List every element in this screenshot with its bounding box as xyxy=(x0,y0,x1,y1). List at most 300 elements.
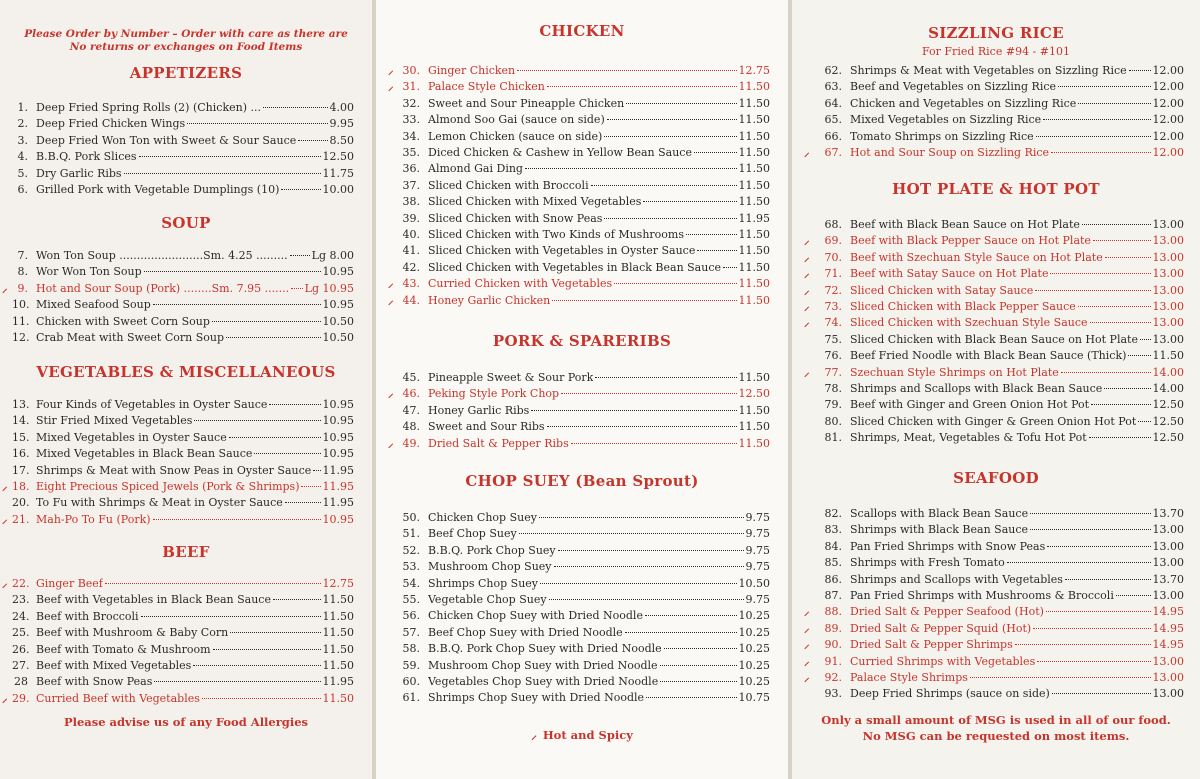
menu-item xyxy=(388,386,770,402)
item-number: 90. xyxy=(824,638,842,652)
item-name: Sliced Chicken with Black Pepper Sauce xyxy=(850,300,1076,314)
leader-dots xyxy=(561,393,736,394)
item-price: 10.25 xyxy=(738,642,770,656)
menu-item xyxy=(12,413,354,429)
chili-pepper-icon: ⸝ xyxy=(804,250,810,264)
item-number: 70. xyxy=(824,250,842,264)
leader-dots xyxy=(290,255,310,256)
leader-dots xyxy=(1078,306,1151,307)
chili-pepper-icon: ⸝ xyxy=(804,638,810,652)
item-name: Pineapple Sweet & Sour Pork xyxy=(428,371,594,384)
leader-dots xyxy=(139,156,321,157)
item-name: Sweet and Sour Pineapple Chicken xyxy=(428,96,625,110)
item-number: 39. xyxy=(402,211,420,225)
item-number: 46. xyxy=(402,387,420,401)
leader-dots xyxy=(519,533,744,534)
item-number: 80. xyxy=(824,414,842,428)
item-price: 11.50 xyxy=(738,420,770,434)
leader-dots xyxy=(549,599,744,600)
item-name: Deep Fried Spring Rolls (2) (Chicken) ... xyxy=(36,101,261,114)
item-number: 81. xyxy=(824,431,842,445)
item-name: B.B.Q. Pork Chop Suey with Dried Noodle xyxy=(428,642,662,656)
leader-dots xyxy=(554,566,744,567)
section-title-sizzling-rice: SIZZLING RICE xyxy=(928,24,1064,42)
item-name: Beef with Szechuan Style Sauce on Hot Plate xyxy=(850,250,1103,264)
item-number: 58. xyxy=(402,642,420,656)
item-number: 40. xyxy=(402,228,420,242)
item-price: 10.25 xyxy=(738,609,770,623)
menu-item xyxy=(398,608,770,624)
leader-dots xyxy=(645,615,737,616)
item-name: Stir Fried Mixed Vegetables xyxy=(36,414,193,428)
item-price: 10.00 xyxy=(322,183,354,197)
chili-pepper-icon: ⸝ xyxy=(531,728,537,742)
item-number: 56. xyxy=(402,609,420,623)
item-price: 11.95 xyxy=(738,211,770,225)
chili-pepper-icon: ⸝ xyxy=(388,64,394,77)
item-price: 12.00 xyxy=(1152,129,1184,143)
menu-item xyxy=(814,572,1184,588)
leader-dots xyxy=(595,377,736,378)
item-number: 22. xyxy=(12,577,30,590)
item-name: Deep Fried Chicken Wings xyxy=(36,117,186,131)
item-number: 82. xyxy=(824,507,842,520)
item-name: Diced Chicken & Cashew in Yellow Bean Sauce xyxy=(428,146,692,160)
item-name: Chicken Chop Suey with Dried Noodle xyxy=(428,609,643,623)
item-number: 11. xyxy=(12,314,30,328)
menu-item xyxy=(814,522,1184,538)
item-price: 9.75 xyxy=(745,593,770,607)
item-number: 7. xyxy=(17,249,28,262)
leader-dots xyxy=(1091,404,1150,405)
leader-dots xyxy=(141,616,321,617)
chili-pepper-icon: ⸝ xyxy=(804,234,810,248)
item-number: 91. xyxy=(824,654,842,668)
item-price: 12.50 xyxy=(1152,431,1184,445)
msg-note: Only a small amount of MSG is used in all of our food. No MSG can be requested on most items. xyxy=(821,713,1171,743)
item-number: 73. xyxy=(824,300,842,314)
leader-dots xyxy=(1065,579,1151,580)
item-price: 13.00 xyxy=(1152,523,1184,537)
leader-dots xyxy=(1047,546,1150,547)
item-price: 11.50 xyxy=(738,260,770,274)
item-price: 9.75 xyxy=(745,511,770,524)
item-price: 11.50 xyxy=(738,129,770,143)
allergy-note: Please advise us of any Food Allergies xyxy=(63,715,309,729)
chili-pepper-icon: ⸝ xyxy=(804,365,810,379)
item-number: 32. xyxy=(402,96,420,110)
leader-dots xyxy=(105,583,321,584)
menu-item xyxy=(398,419,770,435)
item-number: 17. xyxy=(12,463,30,477)
leader-dots xyxy=(591,185,737,186)
chili-pepper-icon: ⸝ xyxy=(2,577,8,590)
item-name: Sliced Chicken with Mixed Vegetables xyxy=(428,195,642,209)
chili-pepper-icon: ⸝ xyxy=(804,654,810,668)
leader-dots xyxy=(1058,86,1150,87)
item-number: 48. xyxy=(402,420,420,434)
item-number: 54. xyxy=(402,576,420,590)
item-name: Shrimps Chop Suey xyxy=(428,576,539,590)
item-name: Shrimps Chop Suey with Dried Noodle xyxy=(428,691,645,705)
item-number: 79. xyxy=(824,398,842,412)
item-name: Hot and Sour Soup (Pork) ........Sm. 7.95 ....... xyxy=(36,281,290,295)
leader-dots xyxy=(1052,693,1151,694)
item-name: Pan Fried Shrimps with Mushrooms & Broccoli xyxy=(850,589,1114,603)
item-number: 44. xyxy=(402,293,420,307)
item-price: 13.00 xyxy=(1152,316,1184,330)
leader-dots xyxy=(1104,388,1150,389)
section-title-chop-suey: CHOP SUEY (Bean Sprout) xyxy=(465,472,699,490)
item-number: 75. xyxy=(824,332,842,346)
soup-list xyxy=(2,248,354,346)
leader-dots xyxy=(1043,119,1150,120)
item-name: Beef Fried Noodle with Black Bean Sauce (Thick) xyxy=(850,349,1127,363)
item-price: 13.00 xyxy=(1152,250,1184,264)
item-price: 9.75 xyxy=(745,560,770,574)
menu-item xyxy=(12,264,354,280)
chili-pepper-icon: ⸝ xyxy=(2,480,8,494)
item-name: Lemon Chicken (sauce on side) xyxy=(428,129,603,143)
item-number: 93. xyxy=(824,687,842,701)
seafood-list xyxy=(804,506,1184,703)
item-name: Beef and Vegetables on Sizzling Rice xyxy=(850,80,1057,94)
item-price: 10.95 xyxy=(322,298,354,312)
menu-item xyxy=(12,248,354,264)
item-number: 71. xyxy=(824,267,842,281)
menu-item xyxy=(398,403,770,419)
item-price: 11.50 xyxy=(738,96,770,110)
menu-item xyxy=(12,674,354,690)
leader-dots xyxy=(571,443,737,444)
leader-dots xyxy=(1089,437,1151,438)
item-price: 11.95 xyxy=(322,496,354,510)
item-name: Wor Won Ton Soup xyxy=(36,265,142,279)
item-name: Vegetables Chop Suey with Dried Noodle xyxy=(428,675,659,689)
item-name: Grilled Pork with Vegetable Dumplings (10) xyxy=(36,183,280,197)
item-name: Curried Shrimps with Vegetables xyxy=(850,654,1036,668)
item-number: 21. xyxy=(12,512,30,526)
item-name: Dry Garlic Ribs xyxy=(36,166,122,180)
item-number: 18. xyxy=(12,480,30,494)
item-price: 13.70 xyxy=(1152,572,1184,586)
chili-pepper-icon: ⸝ xyxy=(2,691,8,705)
item-number: 41. xyxy=(402,244,420,258)
item-price: 14.00 xyxy=(1152,365,1184,379)
item-name: Sliced Chicken with Satay Sauce xyxy=(850,283,1034,297)
leader-dots xyxy=(301,486,320,487)
item-price: Lg 8.00 xyxy=(311,249,354,262)
item-price: 11.95 xyxy=(322,480,354,494)
leader-dots xyxy=(1128,355,1150,356)
item-price: 13.00 xyxy=(1152,654,1184,668)
item-number: 12. xyxy=(12,331,30,345)
menu-item xyxy=(814,381,1184,397)
leader-dots xyxy=(1050,273,1150,274)
menu-item xyxy=(814,555,1184,571)
item-name: Sliced Chicken with Two Kinds of Mushrooms xyxy=(428,228,684,242)
item-price: 13.00 xyxy=(1152,539,1184,553)
appetizers-list xyxy=(12,100,354,198)
leader-dots xyxy=(298,140,327,141)
item-number: 88. xyxy=(824,605,842,619)
item-name: Szechuan Style Shrimps on Hot Plate xyxy=(850,365,1059,379)
item-name: Sliced Chicken with Ginger & Green Onion Hot Pot xyxy=(850,414,1137,428)
item-number: 65. xyxy=(824,113,842,127)
section-title-appetizers: APPETIZERS xyxy=(129,64,243,82)
item-name: Beef with Ginger and Green Onion Hot Pot xyxy=(850,398,1090,412)
item-name: Mah-Po To Fu (Pork) xyxy=(36,512,151,526)
leader-dots xyxy=(539,517,744,518)
leader-dots xyxy=(213,649,321,650)
item-number: 53. xyxy=(402,560,420,574)
menu-item xyxy=(804,637,1184,653)
menu-item xyxy=(804,604,1184,620)
leader-dots xyxy=(273,599,321,600)
item-price: 10.95 xyxy=(322,265,354,279)
item-name: Honey Garlic Chicken xyxy=(428,293,551,307)
chili-pepper-icon: ⸝ xyxy=(804,671,810,685)
leader-dots xyxy=(1015,644,1151,645)
menu-item xyxy=(398,559,770,575)
item-name: Hot and Sour Soup on Sizzling Rice xyxy=(850,146,1050,160)
menu-item xyxy=(12,642,354,658)
item-price: 11.50 xyxy=(322,593,354,607)
item-name: Sweet and Sour Ribs xyxy=(428,420,545,434)
item-name: Shrimps & Meat with Snow Peas in Oyster Sauce xyxy=(36,463,312,477)
leader-dots xyxy=(153,304,321,305)
item-number: 55. xyxy=(402,593,420,607)
leader-dots xyxy=(540,583,736,584)
item-number: 29. xyxy=(12,691,30,705)
item-name: Beef with Vegetables in Black Bean Sauce xyxy=(36,593,271,607)
menu-item xyxy=(12,182,354,198)
section-title-chicken: CHICKEN xyxy=(539,22,625,40)
item-number: 68. xyxy=(824,218,842,231)
leader-dots xyxy=(226,337,320,338)
menu-panel-right xyxy=(792,0,1200,779)
menu-panel-middle xyxy=(376,0,788,779)
item-name: Mixed Vegetables on Sizzling Rice xyxy=(850,113,1042,127)
leader-dots xyxy=(230,632,320,633)
item-price: 10.95 xyxy=(322,414,354,428)
menu-item xyxy=(398,260,770,276)
leader-dots xyxy=(625,632,737,633)
item-number: 8. xyxy=(17,265,28,279)
item-price: 11.50 xyxy=(738,228,770,242)
item-number: 85. xyxy=(824,556,842,570)
menu-item xyxy=(12,609,354,625)
menu-item xyxy=(388,293,770,309)
item-name: Deep Fried Shrimps (sauce on side) xyxy=(850,687,1050,701)
menu-item xyxy=(804,621,1184,637)
menu-item xyxy=(398,690,770,706)
leader-dots xyxy=(194,420,320,421)
leader-dots xyxy=(531,410,736,411)
menu-item xyxy=(12,149,354,165)
item-name: Mushroom Chop Suey with Dried Noodle xyxy=(428,658,658,672)
menu-item xyxy=(12,625,354,641)
item-price: 11.50 xyxy=(738,371,770,384)
item-name: Shrimps with Black Bean Sauce xyxy=(850,523,1029,537)
item-price: 11.50 xyxy=(738,244,770,258)
leader-dots xyxy=(643,201,736,202)
item-name: Sliced Chicken with Black Bean Sauce on Hot Plate xyxy=(850,332,1138,346)
item-name: Curried Beef with Vegetables xyxy=(36,691,200,705)
menu-item xyxy=(12,133,354,149)
item-name: Four Kinds of Vegetables in Oyster Sauce xyxy=(36,398,268,411)
sizzling-rice-subtitle: For Fried Rice #94 - #101 xyxy=(922,45,1070,58)
chili-pepper-icon: ⸝ xyxy=(804,283,810,297)
menu-item xyxy=(2,691,354,707)
menu-item xyxy=(388,276,770,292)
item-price: 11.50 xyxy=(738,113,770,127)
item-name: Mixed Seafood Soup xyxy=(36,298,151,312)
item-number: 37. xyxy=(402,178,420,192)
item-price: 10.50 xyxy=(322,331,354,345)
item-number: 60. xyxy=(402,675,420,689)
item-price: 13.70 xyxy=(1152,507,1184,520)
beef-list xyxy=(2,576,354,707)
chili-pepper-icon: ⸝ xyxy=(388,436,394,450)
item-number: 26. xyxy=(12,642,30,656)
item-name: Dried Salt & Pepper Seafood (Hot) xyxy=(850,605,1044,619)
menu-item xyxy=(814,96,1184,112)
menu-item xyxy=(12,446,354,462)
item-number: 52. xyxy=(402,543,420,557)
menu-item xyxy=(814,686,1184,702)
item-price: 11.50 xyxy=(738,178,770,192)
item-number: 28 xyxy=(14,675,28,689)
item-name: Beef with Black Pepper Sauce on Hot Plate xyxy=(850,234,1091,248)
item-price: 10.95 xyxy=(322,512,354,526)
leader-dots xyxy=(1036,136,1151,137)
leader-dots xyxy=(607,119,737,120)
item-price: 14.00 xyxy=(1152,382,1184,396)
item-name: Curried Chicken with Vegetables xyxy=(428,277,613,291)
item-name: Crab Meat with Sweet Corn Soup xyxy=(36,331,225,345)
item-name: Almond Gai Ding xyxy=(428,162,523,176)
menu-item xyxy=(804,283,1184,299)
menu-item xyxy=(804,315,1184,331)
item-name: Beef with Satay Sauce on Hot Plate xyxy=(850,267,1049,281)
item-name: Peking Style Pork Chop xyxy=(428,387,560,401)
item-price: 14.95 xyxy=(1152,638,1184,652)
item-name: Beef Chop Suey xyxy=(428,527,517,541)
section-title-pork: PORK & SPARERIBS xyxy=(492,332,672,350)
item-price: 12.50 xyxy=(322,150,354,164)
item-price: 13.00 xyxy=(1152,332,1184,346)
item-price: 10.50 xyxy=(322,314,354,328)
item-price: 10.25 xyxy=(738,675,770,689)
leader-dots xyxy=(660,681,736,682)
leader-dots xyxy=(313,470,320,471)
item-price: 11.50 xyxy=(322,691,354,705)
menu-item xyxy=(804,145,1184,161)
menu-item xyxy=(804,670,1184,686)
menu-item xyxy=(388,79,770,95)
item-name: Sliced Chicken with Szechuan Style Sauce xyxy=(850,316,1088,330)
item-name: Dried Salt & Pepper Squid (Hot) xyxy=(850,621,1032,635)
leader-dots xyxy=(1082,224,1151,225)
item-name: Sliced Chicken with Broccoli xyxy=(428,178,589,192)
item-name: Dried Salt & Pepper Shrimps xyxy=(850,638,1013,652)
leader-dots xyxy=(124,173,321,174)
item-price: 11.50 xyxy=(738,162,770,176)
menu-item xyxy=(398,194,770,210)
menu-item xyxy=(398,370,770,386)
item-name: Sliced Chicken with Vegetables in Black Bean Sauce xyxy=(428,260,721,274)
menu-item xyxy=(398,674,770,690)
leader-dots xyxy=(1129,70,1151,71)
item-price: 11.50 xyxy=(738,436,770,450)
leader-dots xyxy=(153,519,321,520)
item-number: 57. xyxy=(402,625,420,639)
item-name: Mushroom Chop Suey xyxy=(428,560,552,574)
leader-dots xyxy=(614,283,736,284)
leader-dots xyxy=(525,168,737,169)
item-name: Honey Garlic Ribs xyxy=(428,403,530,417)
section-title-seafood: SEAFOOD xyxy=(953,469,1039,487)
item-number: 47. xyxy=(402,403,420,417)
leader-dots xyxy=(686,234,737,235)
item-number: 23. xyxy=(12,593,30,607)
item-name: To Fu with Shrimps & Meat in Oyster Sauce xyxy=(36,496,283,510)
menu-item xyxy=(814,217,1184,233)
item-price: 11.50 xyxy=(738,277,770,291)
item-price: 12.00 xyxy=(1152,96,1184,110)
item-number: 6. xyxy=(17,183,28,197)
item-name: Tomato Shrimps on Sizzling Rice xyxy=(850,129,1034,143)
item-name: B.B.Q. Pork Chop Suey xyxy=(428,543,556,557)
item-price: 14.95 xyxy=(1152,605,1184,619)
item-price: 13.00 xyxy=(1152,589,1184,603)
item-price: 13.00 xyxy=(1152,234,1184,248)
item-number: 25. xyxy=(12,626,30,640)
chili-pepper-icon: ⸝ xyxy=(804,316,810,330)
menu-item xyxy=(398,510,770,526)
leader-dots xyxy=(697,250,736,251)
menu-item xyxy=(12,397,354,413)
item-name: Palace Style Shrimps xyxy=(850,671,968,685)
item-name: Beef with Broccoli xyxy=(36,609,139,623)
leader-dots xyxy=(193,665,320,666)
leader-dots xyxy=(1093,240,1151,241)
item-number: 67. xyxy=(824,146,842,160)
menu-item xyxy=(398,227,770,243)
item-name: Chicken and Vegetables on Sizzling Rice xyxy=(850,96,1077,110)
item-price: 12.75 xyxy=(738,64,770,77)
leader-dots xyxy=(291,288,303,289)
leader-dots xyxy=(664,648,737,649)
item-price: 10.75 xyxy=(738,691,770,705)
item-number: 31. xyxy=(402,80,420,94)
item-number: 9. xyxy=(17,281,28,295)
item-number: 49. xyxy=(402,436,420,450)
menu-item xyxy=(814,430,1184,446)
item-name: Eight Precious Spiced Jewels (Pork & Shrimps) xyxy=(36,480,300,494)
item-name: Beef with Black Bean Sauce on Hot Plate xyxy=(850,218,1080,231)
menu-item xyxy=(12,463,354,479)
item-price: 11.50 xyxy=(738,293,770,307)
item-number: 14. xyxy=(12,414,30,428)
menu-item xyxy=(2,512,354,528)
menu-item xyxy=(388,436,770,452)
item-number: 69. xyxy=(824,234,842,248)
item-price: 11.50 xyxy=(738,80,770,94)
item-name: Mixed Vegetables in Black Bean Sauce xyxy=(36,447,253,461)
menu-item xyxy=(804,654,1184,670)
